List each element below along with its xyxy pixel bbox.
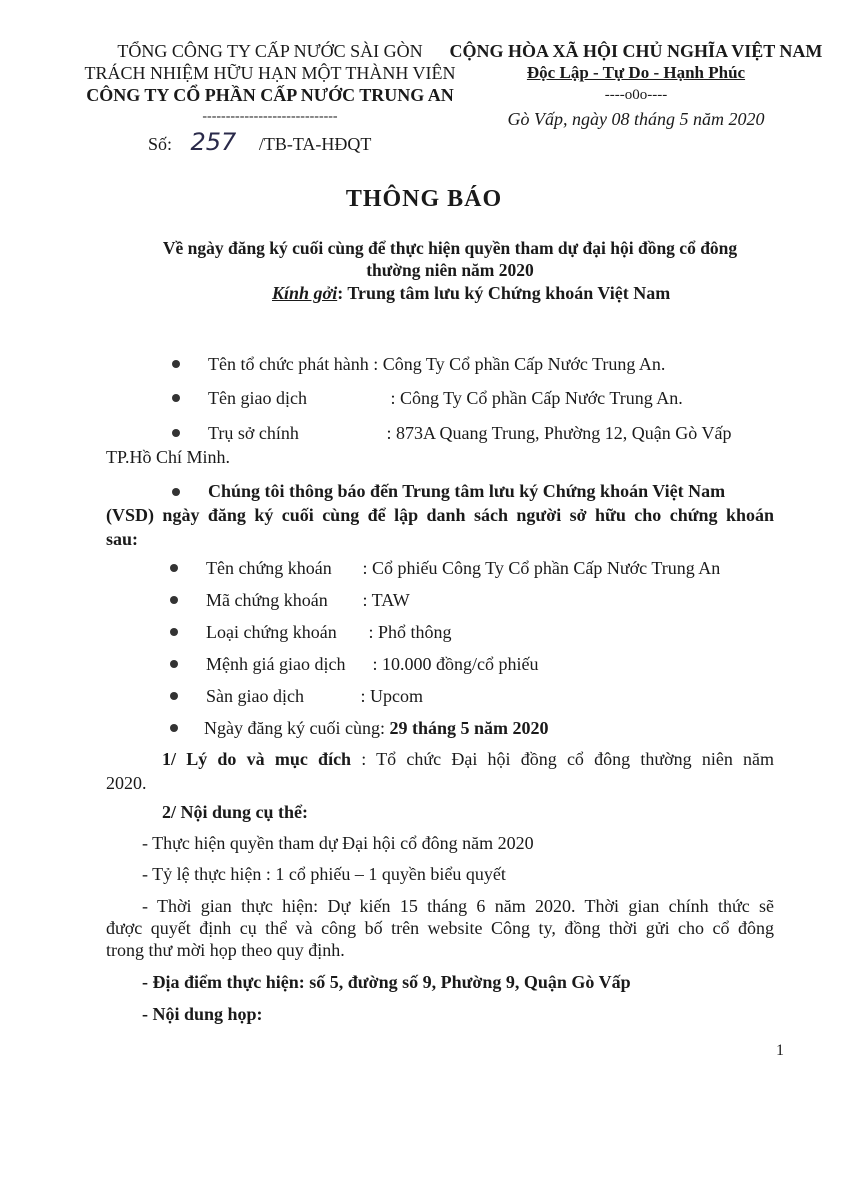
header-divider: -----------------------------	[202, 109, 338, 124]
bullet-icon	[172, 360, 180, 368]
motto: Độc Lập - Tự Do - Hạnh Phúc	[526, 63, 746, 82]
security-type-row	[206, 620, 452, 644]
exchange-value: : Upcom	[360, 686, 423, 706]
security-name-value: : Cổ phiếu Công Ty Cổ phần Cấp Nước Trung An	[362, 558, 721, 578]
document-title: THÔNG BÁO	[345, 186, 503, 212]
document-number	[148, 128, 371, 156]
notice-line-3: sau:	[106, 529, 139, 549]
handwritten-number: 257	[190, 128, 237, 156]
record-date-row	[204, 716, 549, 740]
bullet-icon	[170, 564, 178, 572]
par-value-row	[206, 652, 538, 676]
security-code-row	[206, 588, 410, 612]
subject-line-2: thường niên năm 2020	[366, 260, 534, 280]
security-code-label: Mã chứng khoán	[206, 590, 328, 610]
address-continuation: TP.Hồ Chí Minh.	[106, 447, 231, 467]
parent-company: TỔNG CÔNG TY CẤP NƯỚC SÀI GÒN	[117, 41, 423, 61]
exchange-row	[206, 684, 423, 708]
notice-line-1: Chúng tôi thông báo đến Trung tâm lưu ký Chứng khoán Việt Nam	[208, 481, 726, 501]
recipient-label: Kính gởi	[272, 283, 338, 303]
trading-name-value: : Công Ty Cổ phần Cấp Nước Trung An.	[390, 388, 683, 408]
national-header	[440, 40, 832, 130]
head-office-row	[208, 421, 731, 445]
par-value-value: : 10.000 đồng/cổ phiếu	[372, 654, 539, 674]
issuer-name-value: : Công Ty Cổ phần Cấp Nước Trung An.	[373, 354, 666, 374]
content-item-ratio: - Tỷ lệ thực hiện : 1 cổ phiếu – 1 quyền biểu quyết	[142, 864, 506, 884]
recipient-value: : Trung tâm lưu ký Chứng khoán Việt Nam	[337, 283, 671, 303]
motto-divider: ----o0o----	[604, 87, 668, 103]
subject-line-1: Về ngày đăng ký cuối cùng để thực hiện quyền tham dự đại hội đồng cổ đông	[162, 238, 738, 258]
issuer-name-row	[208, 352, 665, 376]
issuer-name-label: Tên tổ chức phát hành	[208, 354, 369, 374]
time-line-3: trong thư mời họp theo quy định.	[106, 940, 345, 960]
bullet-icon	[172, 488, 180, 496]
reason-value: : Tổ chức Đại hội đồng cổ đông thường niên năm	[361, 749, 775, 769]
time-line-2: được quyết định cụ thể và công bố trên website Công ty, đồng thời gửi cho cổ đông	[106, 918, 774, 938]
issuer-header	[60, 40, 480, 124]
head-office-label: Trụ sở chính	[208, 423, 299, 443]
number-label: Số:	[148, 134, 173, 154]
venue: - Địa điểm thực hiện: số 5, đường số 9, Phường 9, Quận Gò Vấp	[142, 972, 631, 992]
record-date-label: Ngày đăng ký cuối cùng:	[204, 718, 385, 738]
bullet-icon	[170, 596, 178, 604]
security-name-row	[206, 556, 720, 580]
security-code-value: : TAW	[362, 590, 410, 610]
bullet-icon	[170, 660, 178, 668]
par-value-label: Mệnh giá giao dịch	[206, 654, 346, 674]
time-line-1: - Thời gian thực hiện: Dự kiến 15 tháng 6 năm 2020. Thời gian chính thức sẽ	[142, 896, 774, 916]
bullet-icon	[172, 429, 180, 437]
number-suffix: /TB-TA-HĐQT	[258, 134, 372, 154]
reason-label: 1/ Lý do và mục đích	[162, 749, 352, 769]
document-date: Gò Vấp, ngày 08 tháng 5 năm 2020	[507, 109, 765, 129]
trading-name-label: Tên giao dịch	[208, 388, 307, 408]
country-name: CỘNG HÒA XÃ HỘI CHỦ NGHĨA VIỆT NAM	[449, 41, 823, 61]
content-heading: 2/ Nội dung cụ thể:	[162, 802, 309, 822]
page-number: 1	[776, 1042, 784, 1059]
reason-continuation: 2020.	[106, 773, 147, 793]
head-office-value: : 873A Quang Trung, Phường 12, Quận Gò Vấp	[386, 423, 732, 443]
bullet-icon	[172, 394, 180, 402]
bullet-icon	[170, 692, 178, 700]
security-type-label: Loại chứng khoán	[206, 622, 337, 642]
notice-line-2: (VSD) ngày đăng ký cuối cùng để lập danh sách người sở hữu cho chứng khoán	[106, 505, 774, 525]
content-item-attend: - Thực hiện quyền tham dự Đại hội cổ đông năm 2020	[142, 833, 534, 853]
recipient	[272, 283, 670, 304]
record-date-value: 29 tháng 5 năm 2020	[389, 718, 549, 738]
company-name: CÔNG TY CỔ PHẦN CẤP NƯỚC TRUNG AN	[86, 85, 454, 105]
security-type-value: : Phổ thông	[368, 622, 452, 642]
security-name-label: Tên chứng khoán	[206, 558, 332, 578]
agenda-heading: - Nội dung họp:	[142, 1004, 263, 1024]
bullet-icon	[170, 724, 178, 732]
reason-row	[162, 747, 774, 771]
company-type: TRÁCH NHIỆM HỮU HẠN MỘT THÀNH VIÊN	[84, 63, 456, 83]
exchange-label: Sàn giao dịch	[206, 686, 304, 706]
trading-name-row	[208, 386, 683, 410]
bullet-icon	[170, 628, 178, 636]
